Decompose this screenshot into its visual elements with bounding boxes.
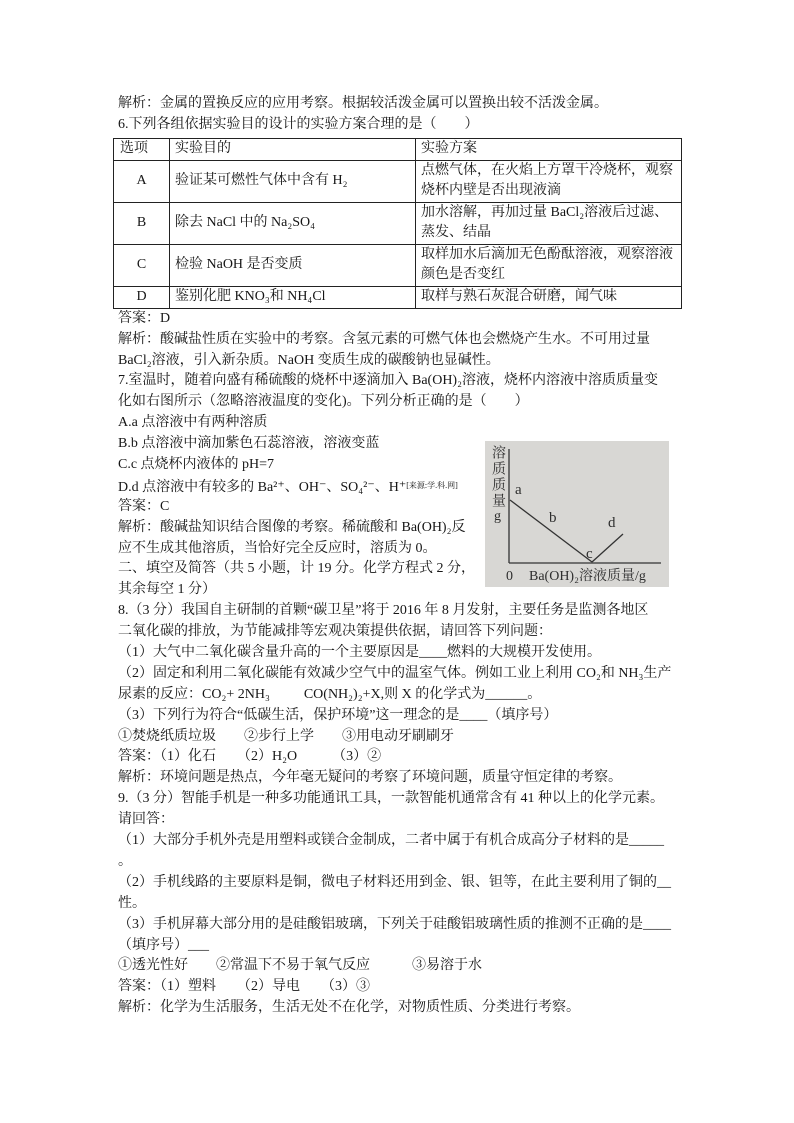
point-label-b: b (549, 510, 557, 526)
q7-stem-line: 化如右图所示（忽略溶液温度的变化)。下列分析正确的是（ ） (118, 394, 529, 410)
q9-sub3-line: （填序号）___ (118, 937, 209, 953)
source-note: [来源:学.科.网] (406, 480, 458, 490)
plan-line: 烧杯内壁是否出现液滴 (421, 183, 561, 199)
header-option: 选项 (114, 138, 170, 160)
q7-option-b: B.b 点溶液中滴加紫色石蕊溶液，溶液变蓝 (118, 436, 380, 452)
option-cell: C (114, 244, 170, 286)
plan-cell (416, 244, 682, 286)
q7-answer: 答案：C (118, 498, 170, 514)
q6-analysis-line: BaCl₂溶液，引入新杂质。NaOH 变质生成的碳酸钠也显碱性。 (118, 352, 500, 368)
table-row (114, 202, 682, 244)
curve-ascending (592, 534, 623, 562)
table-row (114, 286, 682, 308)
plan-cell (416, 286, 682, 308)
q7-option-a: A.a 点溶液中有两种溶质 (118, 415, 268, 431)
plan-cell (416, 202, 682, 244)
q7-analysis-line: 解析：酸碱盐知识结合图像的考察。稀硫酸和 Ba(OH)₂反 (118, 519, 466, 535)
header-plan: 实验方案 (416, 138, 682, 160)
x-axis-label: Ba(OH)₂溶液质量/g (529, 569, 646, 584)
q7-option-c: C.c 点烧杯内液体的 pH=7 (118, 457, 275, 473)
plan-line: 取样加水后滴加无色酚酞溶液，观察溶液 (421, 247, 673, 263)
q5-analysis: 解析：金属的置换反应的应用考察。根据较活泼金属可以置换出较不活泼金属。 (118, 96, 608, 111)
q9-analysis: 解析：化学为生活服务，生活无处不在化学，对物质性质、分类进行考察。 (118, 1000, 580, 1016)
q7-stem-line: 7.室温时，随着向盛有稀硫酸的烧杯中逐滴加入 Ba(OH)₂溶液，烧杯内溶液中溶质质量变 (118, 373, 658, 389)
q7-graph (485, 441, 669, 587)
q9-stem-line: 请回答： (118, 812, 174, 828)
purpose-cell: 鉴别化肥 KNO₃和 NH₄Cl (170, 286, 416, 308)
reaction-products: CO(NH₂)₂+X,则 X 的化学式为______。 (303, 686, 542, 702)
table-header-row (114, 138, 682, 160)
y-axis-label: 溶质质量g (490, 445, 505, 526)
q9-stem-line: 9.（3 分）智能手机是一种多功能通讯工具，一款智能机通常含有 41 种以上的化学元素。 (118, 791, 664, 807)
q6-experiment-table (113, 138, 682, 309)
point-label-a: a (515, 482, 522, 498)
q9-sub1-line: （1）大部分手机外壳是用塑料或镁合金制成，二者中属于有机合成高分子材料的是_____ (118, 833, 664, 849)
q9-sub2-line: （2）手机线路的主要原料是铜，微电子材料还用到金、银、钽等，在此主要利用了铜的__ (118, 874, 671, 890)
option-cell: A (114, 160, 170, 202)
section2-heading-line: 其余每空 1 分） (118, 582, 216, 598)
q8-reaction-line (118, 685, 718, 706)
purpose-cell: 验证某可燃性气体中含有 H₂ (170, 160, 416, 202)
q8-answer: 答案：（1）化石 （2）H₂O （3）② (118, 749, 382, 765)
q8-choices: ①焚烧纸质垃圾 ②步行上学 ③用电动牙刷刷牙 (118, 728, 454, 744)
purpose-cell: 检验 NaOH 是否变质 (170, 244, 416, 286)
header-purpose: 实验目的 (170, 138, 416, 160)
plan-line: 颜色是否变红 (421, 267, 505, 283)
origin-label: 0 (506, 569, 513, 584)
q8-sub3: （3）下列行为符合“低碳生活，保护环境”这一理念的是____（填序号） (118, 707, 558, 723)
purpose-cell: 除去 NaCl 中的 Na₂SO₄ (170, 202, 416, 244)
plan-line: 取样与熟石灰混合研磨，闻气味 (421, 289, 617, 305)
option-cell: D (114, 286, 170, 308)
plan-line: 点燃气体，在火焰上方罩干冷烧杯，观察 (421, 163, 673, 179)
q9-answer: 答案：（1）塑料 （2）导电 （3）③ (118, 979, 370, 995)
point-label-d: d (608, 515, 616, 531)
q7-option-d: D.d 点溶液中有较多的 Ba²⁺、OH⁻、SO₄²⁻、H⁺ (118, 479, 407, 495)
plan-cell (416, 160, 682, 202)
option-cell: B (114, 202, 170, 244)
q8-stem-line: 8.（3 分）我国自主研制的首颗“碳卫星”将于 2016 年 8 月发射，主要任务是监测各地区 (118, 603, 649, 619)
q9-sub1-line: 。 (118, 853, 132, 869)
q7-analysis-line: 应不生成其他溶质，当恰好完全反应时，溶质为 0。 (118, 540, 437, 556)
table-row (114, 244, 682, 286)
q8-stem-line: 二氧化碳的排放，为节能减排等宏观决策提供依据，请回答下列问题： (118, 624, 552, 640)
section2-heading-line: 二、填空及简答（共 5 小题，计 19 分。化学方程式 2 分， (118, 561, 475, 577)
q8-analysis: 解析：环境问题是热点，今年毫无疑问的考察了环境问题，质量守恒定律的考察。 (118, 770, 622, 786)
reaction-reactants: 尿素的反应：CO₂+ 2NH₃ (118, 686, 270, 702)
table-row (114, 160, 682, 202)
plan-line: 加水溶解，再加过量 BaCl₂溶液后过滤、 (421, 205, 669, 221)
q7-figure (485, 441, 669, 587)
q8-sub2: （2）固定和利用二氧化碳能有效减少空气中的温室气体。例如工业上利用 CO₂和 NH₃生产 (118, 665, 672, 681)
q8-sub1: （1）大气中二氧化碳含量升高的一个主要原因是____燃料的大规模开发使用。 (118, 645, 601, 661)
q6-stem: 6.下列各组依据实验目的设计的实验方案合理的是（ ） (118, 116, 479, 132)
point-label-c: c (586, 546, 593, 562)
q6-answer: 答案：D (118, 310, 171, 326)
q6-analysis-line: 解析：酸碱盐性质在实验中的考察。含氢元素的可燃气体也会燃烧产生水。不可用过量 (118, 331, 650, 347)
plan-line: 蒸发、结晶 (421, 225, 491, 241)
q9-sub2-line: 性。 (118, 895, 146, 911)
q9-sub3-line: （3）手机屏幕大部分用的是硅酸铝玻璃，下列关于硅酸铝玻璃性质的推测不正确的是____ (118, 916, 671, 932)
q9-choices: ①透光性好 ②常温下不易于氧气反应 ③易溶于水 (118, 958, 482, 974)
